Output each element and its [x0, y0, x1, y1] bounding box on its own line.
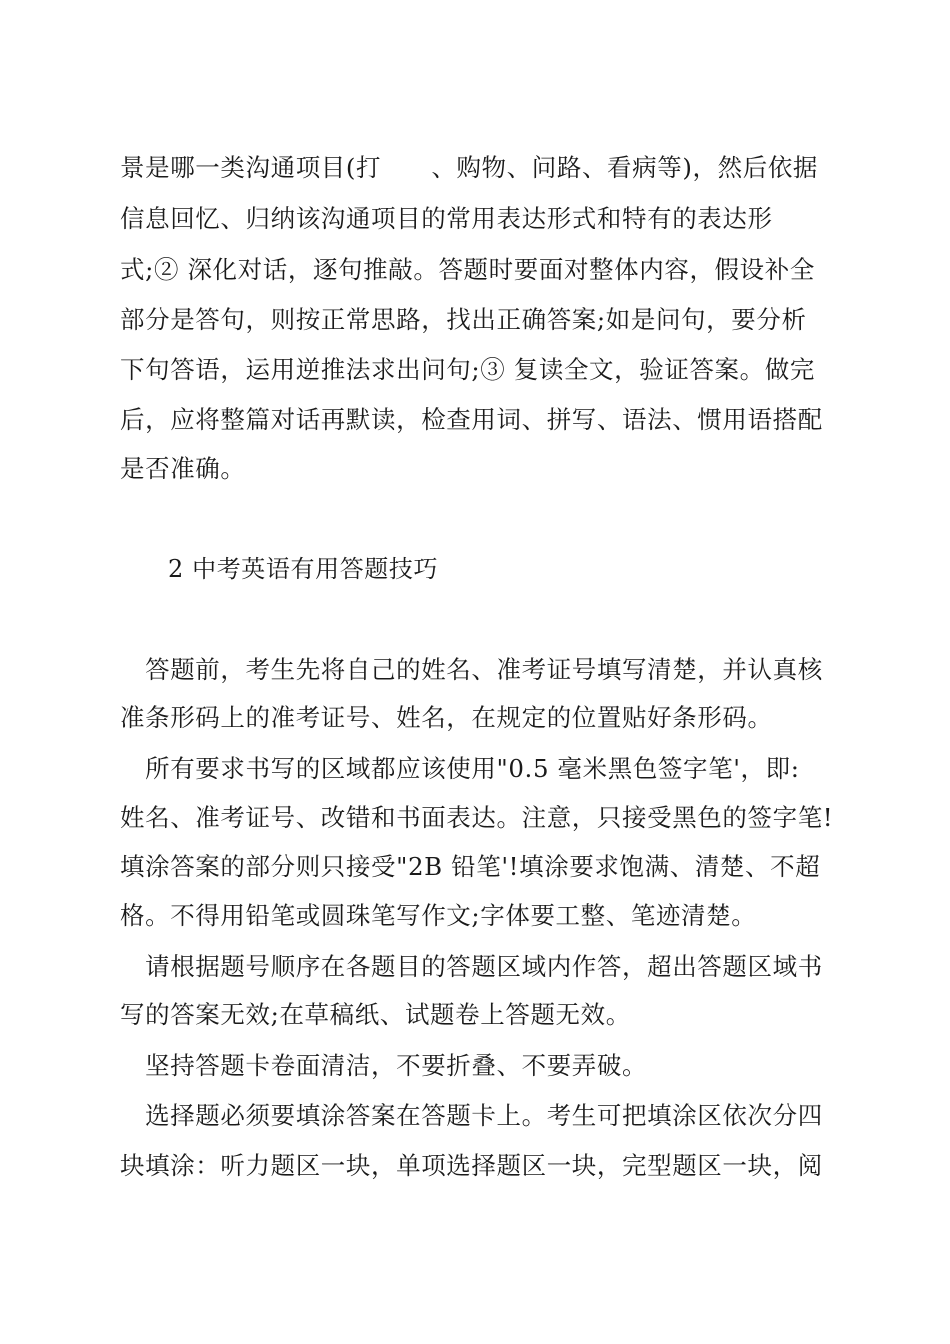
paragraph-line: 信息回忆、归纳该沟通项目的常用表达形式和特有的表达形 [120, 204, 773, 233]
paragraph-line: 请根据题号顺序在各题目的答题区域内作答，超出答题区域书 [120, 952, 823, 981]
paragraph-line: 部分是答句，则按正常思路，找出正确答案;如是问句，要分析 [120, 305, 807, 334]
paragraph-line: 块填涂：听力题区一块，单项选择题区一块，完型题区一块，阅 [120, 1151, 823, 1180]
paragraph-line: 所有要求书写的区域都应该使用"0.5 毫米黑色签字笔'，即: [120, 754, 800, 783]
paragraph-line: 后，应将整篇对话再默读，检查用词、拼写、语法、惯用语搭配 [120, 405, 823, 434]
paragraph-line: 选择题必须要填涂答案在答题卡上。考生可把填涂区依次分四 [120, 1101, 823, 1130]
paragraph-line: 格。不得用铅笔或圆珠笔写作文;字体要工整、笔迹清楚。 [120, 901, 757, 930]
paragraph-line: 式;② 深化对话，逐句推敲。答题时要面对整体内容，假设补全 [120, 255, 815, 284]
paragraph-line: 填涂答案的部分则只接受"2B 铅笔'!填涂要求饱满、清楚、不超 [120, 852, 821, 881]
paragraph-line: 姓名、准考证号、改错和书面表达。注意，只接受黑色的签字笔! [120, 803, 834, 832]
paragraph-line: 准条形码上的准考证号、姓名，在规定的位置贴好条形码。 [120, 703, 773, 732]
paragraph-line: 下句答语，运用逆推法求出问句;③ 复读全文，验证答案。做完 [120, 355, 815, 384]
paragraph-line: 答题前，考生先将自己的姓名、准考证号填写清楚，并认真核 [120, 655, 823, 684]
paragraph-line: 写的答案无效;在草稿纸、试题卷上答题无效。 [120, 1000, 631, 1029]
paragraph-line: 是否准确。 [120, 454, 246, 483]
paragraph-line: 坚持答题卡卷面清洁，不要折叠、不要弄破。 [120, 1051, 648, 1080]
section-heading: 2 中考英语有用答题技巧 [168, 555, 439, 583]
paragraph-line: 景是哪一类沟通项目(打 、购物、问路、看病等)，然后依据 [120, 153, 819, 182]
